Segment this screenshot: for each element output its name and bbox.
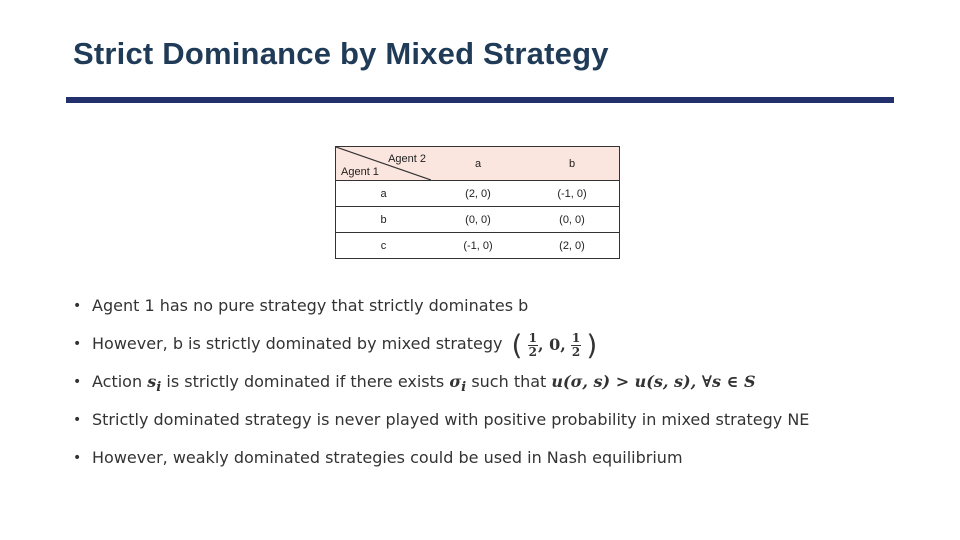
row-label: a: [336, 181, 432, 207]
bullet-dot-icon: •: [73, 450, 82, 466]
payoff-cell: (-1, 0): [525, 181, 620, 207]
bullet-item: [73, 292, 809, 330]
payoff-cell: (2, 0): [431, 181, 525, 207]
payoff-cell: (2, 0): [525, 233, 620, 259]
bullet-text: However, b is strictly dominated by mixed strategy: [92, 334, 503, 353]
bullet-text: such that: [471, 372, 547, 391]
bullet-item: [73, 330, 809, 368]
bullet-text: Strictly dominated strategy is never played with positive probability in mixed strategy NE: [92, 410, 810, 429]
bullet-dot-icon: •: [73, 298, 82, 314]
column-header-a: a: [431, 147, 525, 181]
bullet-text: However, weakly dominated strategies could be used in Nash equilibrium: [92, 448, 683, 467]
payoff-matrix: [335, 146, 620, 259]
bullet-dot-icon: •: [73, 412, 82, 428]
slide-title: Strict Dominance by Mixed Strategy: [73, 36, 609, 71]
sigma-symbol: $\sigma_i$: [449, 372, 467, 396]
mixed-strategy-formula: ( $\frac{1}{2}$ , 0, $\frac{1}{2}$ ): [511, 328, 598, 361]
fraction: $\frac{1}{2}$: [528, 330, 537, 359]
bullet-list: [73, 292, 809, 482]
bullet-text: Agent 1 has no pure strategy that strictly dominates b: [92, 296, 529, 315]
row-label: b: [336, 207, 432, 233]
payoff-cell: (0, 0): [525, 207, 620, 233]
bullet-item: [73, 368, 809, 406]
row-player-label: Agent 1: [341, 166, 379, 178]
payoff-cell: (0, 0): [431, 207, 525, 233]
bullet-dot-icon: •: [73, 374, 82, 390]
payoff-row-b: [336, 207, 620, 233]
fraction: $\frac{1}{2}$: [571, 330, 581, 359]
bullet-text: Action: [92, 372, 143, 391]
bullet-dot-icon: •: [73, 336, 82, 352]
bullet-text: is strictly dominated if there exists: [166, 372, 445, 391]
row-label: c: [336, 233, 432, 259]
payoff-cell: (-1, 0): [431, 233, 525, 259]
column-header-b: b: [525, 147, 620, 181]
payoff-row-c: [336, 233, 620, 259]
action-symbol: $s_i$: [147, 372, 162, 396]
payoff-row-a: [336, 181, 620, 207]
column-player-label: Agent 2: [388, 153, 426, 165]
payoff-header-row: [336, 147, 620, 181]
dominance-condition-formula: u(σ, s) > u(s, s), ∀s ∈ S: [551, 372, 756, 391]
payoff-corner-cell: [336, 147, 432, 181]
bullet-item: [73, 444, 809, 482]
title-underline: [66, 97, 894, 103]
bullet-item: [73, 406, 809, 444]
